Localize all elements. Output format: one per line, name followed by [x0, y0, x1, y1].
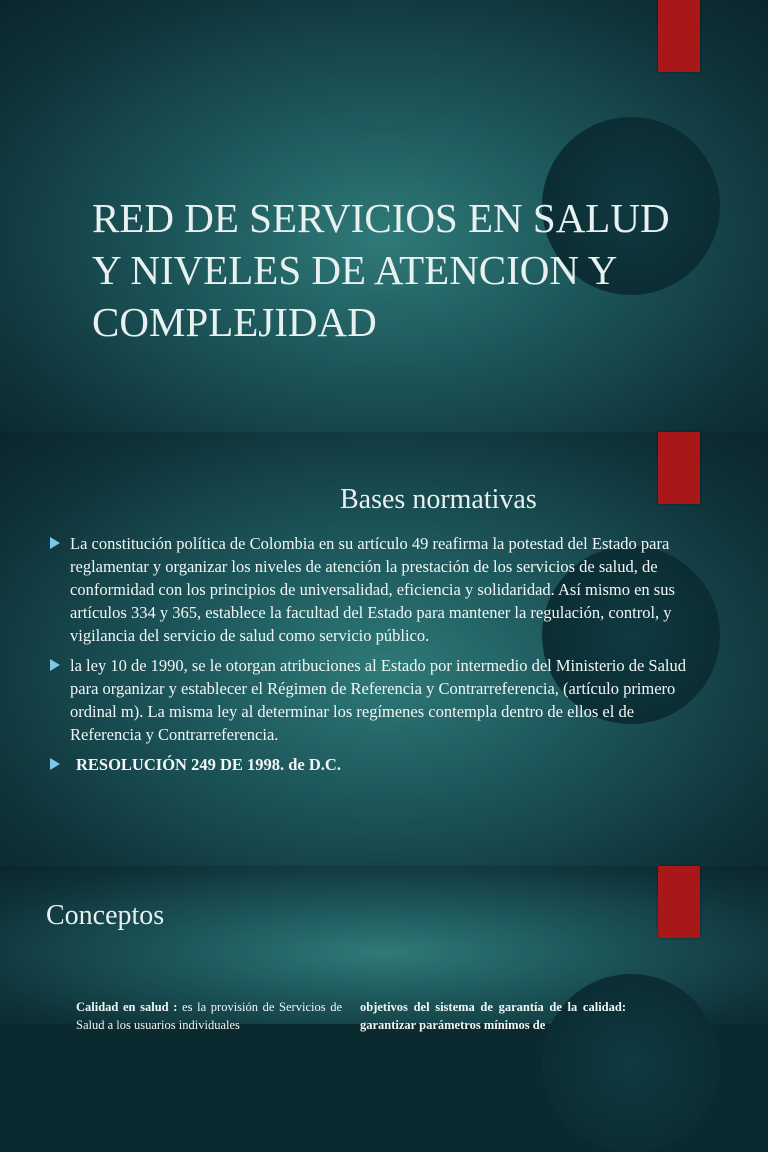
section-heading: Bases normativas	[340, 484, 537, 515]
concept-column-right	[360, 998, 626, 1034]
bullet-text: la ley 10 de 1990, se le otorgan atribuciones al Estado por intermedio del Ministerio de Salud para organizar y establecer el Régimen de Referencia y Contrarreferencia, (artículo primero ordinal m). La misma ley al determinar los regímenes contempla dentro de ellos el de Referencia y Contrarreferencia.	[70, 656, 687, 744]
list-item	[48, 532, 708, 647]
concept-term: Calidad en salud :	[76, 1000, 178, 1014]
bases-normativas-slide	[0, 432, 768, 866]
bullet-arrow-icon	[50, 659, 60, 671]
concept-column-left	[76, 998, 342, 1034]
red-accent-bar	[658, 866, 700, 938]
bullet-arrow-icon	[50, 537, 60, 549]
concept-text: es la provisión de Servicios de Salud a los usuarios individuales	[76, 1000, 343, 1032]
list-item	[48, 753, 708, 776]
title-slide	[0, 0, 768, 432]
section-heading: Conceptos	[46, 900, 165, 931]
conceptos-slide	[0, 866, 768, 1032]
red-accent-bar	[658, 432, 700, 504]
list-item	[48, 654, 708, 746]
bullet-arrow-icon	[50, 758, 60, 770]
bullet-text: La constitución política de Colombia en su artículo 49 reafirma la potestad del Estado para reglamentar y organizar los niveles de atención la prestación de los servicios de salud, de conformidad con los principios de universalidad, eficiencia y solidaridad. Así mismo en sus artículos 334 y 365, establece la facultad del Estado para mantener la regulación, control, y vigilancia del servicio de salud como servicio público.	[70, 534, 675, 645]
red-accent-bar	[658, 0, 700, 72]
concept-text: objetivos del sistema de garantía de la calidad: garantizar parámetros mínimos de	[360, 1000, 626, 1032]
bullet-list	[48, 532, 708, 783]
slide-title: RED DE SERVICIOS EN SALUD Y NIVELES DE ATENCION Y COMPLEJIDAD	[92, 195, 670, 345]
bullet-text: RESOLUCIÓN 249 DE 1998. de D.C.	[76, 755, 341, 774]
